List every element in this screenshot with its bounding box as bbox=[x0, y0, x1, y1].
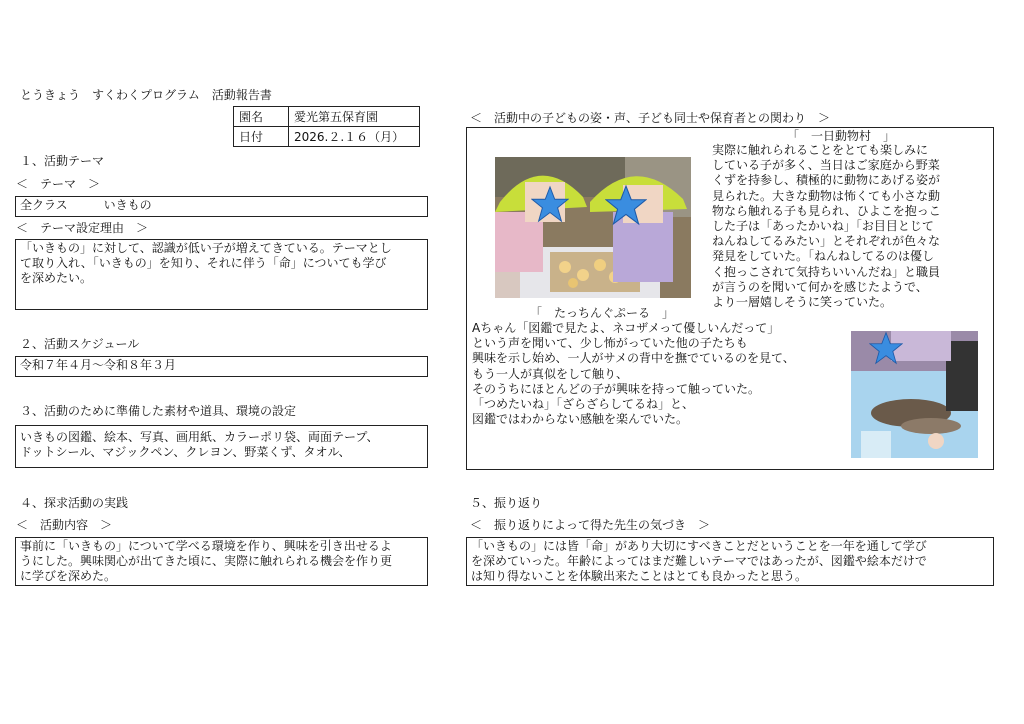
section5-heading: ５、振り返り bbox=[470, 496, 543, 510]
document-title: とうきょう すくわくプログラム 活動報告書 bbox=[20, 88, 272, 102]
schedule-box bbox=[15, 356, 428, 377]
pool-photo bbox=[851, 331, 978, 458]
section2-heading: ２、活動スケジュール bbox=[20, 337, 140, 351]
section4-heading: ４、探求活動の実践 bbox=[20, 496, 129, 510]
theme-value: 全クラス いきもの bbox=[20, 198, 152, 212]
content-label: ＜ 活動内容 ＞ bbox=[16, 518, 113, 532]
content-text: 事前に「いきもの」について学べる環境を作り、興味を引き出せるよ うにした。興味関心が出てきた頃に、実際に触れられる機会を作り更 に学びを深めた。 bbox=[20, 539, 393, 583]
garden-name: 愛光第五保育園 bbox=[289, 107, 420, 127]
zoo-title: 「 一日動物村 」 bbox=[787, 129, 896, 143]
info-table bbox=[233, 106, 420, 147]
theme-label: ＜ テーマ ＞ bbox=[16, 177, 101, 191]
reason-label: ＜ テーマ設定理由 ＞ bbox=[16, 221, 149, 235]
reason-box bbox=[15, 239, 428, 310]
section1-heading: １、活動テーマ bbox=[20, 154, 105, 168]
star-icon bbox=[531, 185, 569, 223]
date-label: 日付 bbox=[234, 127, 289, 147]
date-value: 2026.２.１６（月） bbox=[289, 127, 420, 147]
materials-box bbox=[15, 425, 428, 468]
zoo-text: 実際に触れられることをとても楽しみに している子が多く、当日はご家庭から野菜 くずを持参し、積極的に動物にあげる姿が 見られた。大きな動物は怖くても小さな動 物なら触れる子も見られ、ひよこを抱っこ した子は「あったかいね」「お目目とじて ねんねしてるみたい」とそれぞれが色々な 発見をしていた。「ねんねしてるのは優し く抱っこされて気持ちいいんだね」と職員 が言うのを聞いて何かを感じたようで、 より一層嬉しそうに笑っていた。 bbox=[712, 143, 941, 310]
theme-box bbox=[15, 196, 428, 217]
reflection-box bbox=[466, 537, 994, 586]
reason-text: 「いきもの」に対して、認識が低い子が増えてきている。テーマとし て取り入れ、「いきもの」を知り、それに伴う「命」についても学び を深めたい。 bbox=[20, 241, 392, 285]
materials-value: いきもの図鑑、絵本、写真、画用紙、カラーポリ袋、両面テープ、 ドットシール、マジックペン、クレヨン、野菜くず、タオル、 bbox=[20, 430, 379, 459]
garden-label: 園名 bbox=[234, 107, 289, 127]
reflection-text: 「いきもの」には皆「命」があり大切にすべきことだということを一年を通して学び を深めていった。年齢によってはまだ難しいテーマではあったが、図鑑や絵本だけで は知り得ないことを体験出来たことはとても良かったと思う。 bbox=[471, 539, 927, 583]
zoo-photo bbox=[495, 157, 691, 298]
content-box bbox=[15, 537, 428, 586]
schedule-value: 令和７年４月～令和８年３月 bbox=[20, 358, 177, 372]
pool-title: 「 たっちんぐぷーる 」 bbox=[530, 306, 675, 320]
star-icon bbox=[869, 331, 903, 365]
star-icon bbox=[605, 184, 647, 226]
pool-text: Aちゃん「図鑑で見たよ、ネコザメって優しいんだって」 という声を聞いて、少し怖がっていた他の子たちも 興味を示し始め、一人がサメの背中を撫でているのを見て、 もう一人が真似をして触り、 そのうちにほとんどの子が興味を持って触っていた。 「つめたいね」「ざらざらしてるね」と、 図鑑ではわからない感触を楽んでいた。 bbox=[472, 321, 795, 427]
reflection-label: ＜ 振り返りによって得た先生の気づき ＞ bbox=[470, 518, 711, 532]
activity-heading: ＜ 活動中の子どもの姿・声、子ども同士や保育者との関わり ＞ bbox=[470, 111, 831, 125]
section3-heading: ３、活動のために準備した素材や道具、環境の設定 bbox=[20, 404, 297, 418]
